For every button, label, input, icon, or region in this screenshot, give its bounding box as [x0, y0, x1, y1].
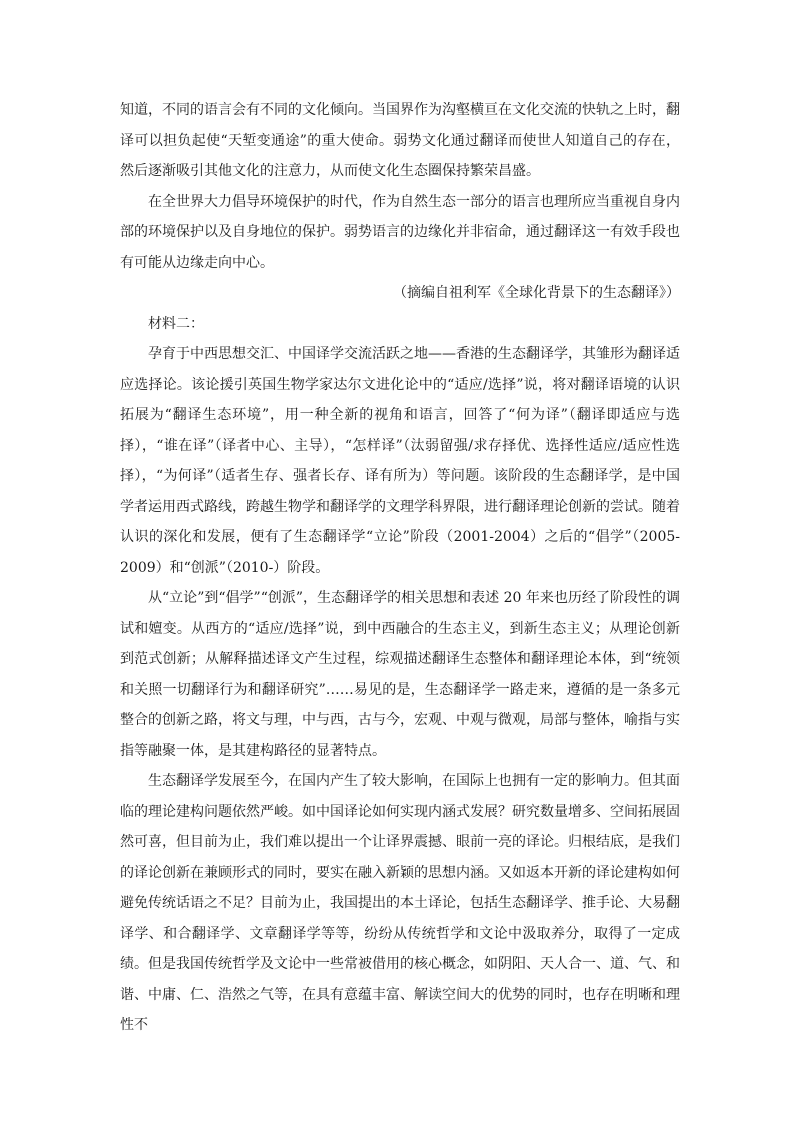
document-body	[120, 95, 680, 1041]
source-note: （摘编自祖利军《全球化背景下的生态翻译》）	[393, 285, 680, 301]
paragraph-challenges: 生态翻译学发展至今，在国内产生了较大影响，在国际上也拥有一定的影响力。但其面临的理论建构问题依然严峻。如中国译论如何实现内涵式发展？研究数量增多、空间拓展固然可喜，但目前为止，我们难以提出一个让译界震撼、眼前一亮的译论。归根结底，是我们的译论创新在兼顾形式的同时，要实在融入新颖的思想内涵。又如返本开新的译论建构如何避免传统话语之不足？目前为止，我国提出的本土译论，包括生态翻译学、推手论、大易翻译学、和合翻译学、文章翻译学等等，纷纷从传统哲学和文论中汲取养分，取得了一定成绩。但是我国传统哲学及文论中一些常被借用的核心概念，如阴阳、天人合一、道、气、和谐、中庸、仁、浩然之气等，在具有意蕴丰富、解读空间大的优势的同时，也存在明晰和理性不	[120, 773, 680, 1033]
paragraph-environment: 在全世界大力倡导环境保护的时代，作为自然生态一部分的语言也理所应当重视自身内部的环境保护以及自身地位的保护。弱势语言的边缘化并非宿命，通过翻译这一有效手段也有可能从边缘走向中心。	[120, 193, 680, 271]
paragraph-origin: 孕育于中西思想交汇、中国译学交流活跃之地——香港的生态翻译学，其雏形为翻译适应选择论。该论援引英国生物学家达尔文进化论中的“适应/选择”说，将对翻译语境的认识拓展为“翻译生态环境”，用一种全新的视角和语言，回答了“何为译”（翻译即适应与选择），“谁在译”（译者中心、主导），“怎样译”（汰弱留强/求存择优、选择性适应/适应性选择），“为何译”（适者生存、强者长存、译有所为）等问题。该阶段的生态翻译学，是中国学者运用西式路线，跨越生物学和翻译学的文理学科界限，进行翻译理论创新的尝试。随着认识的深化和发展，便有了生态翻译学“立论”阶段（2001-2004）之后的“倡学”（2005-2009）和“创派”（2010-）阶段。	[120, 346, 680, 576]
paragraph-evolution: 从“立论”到“倡学”“创派”，生态翻译学的相关思想和表述 20 年来也历经了阶段性的调试和嬗变。从西方的“适应/选择”说，到中西融合的生态主义，到新生态主义；从理论创新到范式创新；从解释描述译文产生过程，综观描述翻译生态整体和翻译理论本体，到“统领和关照一切翻译行为和翻译研究”……易见的是，生态翻译学一路走来，遵循的是一条多元整合的创新之路，将文与理，中与西，古与今，宏观、中观与微观，局部与整体，喻指与实指等融聚一体，是其建构路径的显著特点。	[120, 590, 680, 759]
material2-heading: 材料二：	[148, 315, 204, 332]
paragraph-continuation: 知道，不同的语言会有不同的文化倾向。当国界作为沟壑横亘在文化交流的快轨之上时，翻译可以担负起使“天堑变通途”的重大使命。弱势文化通过翻译而使世人知道自己的存在，然后逐渐吸引其他文化的注意力，从而使文化生态圈保持繁荣昌盛。	[120, 102, 680, 179]
